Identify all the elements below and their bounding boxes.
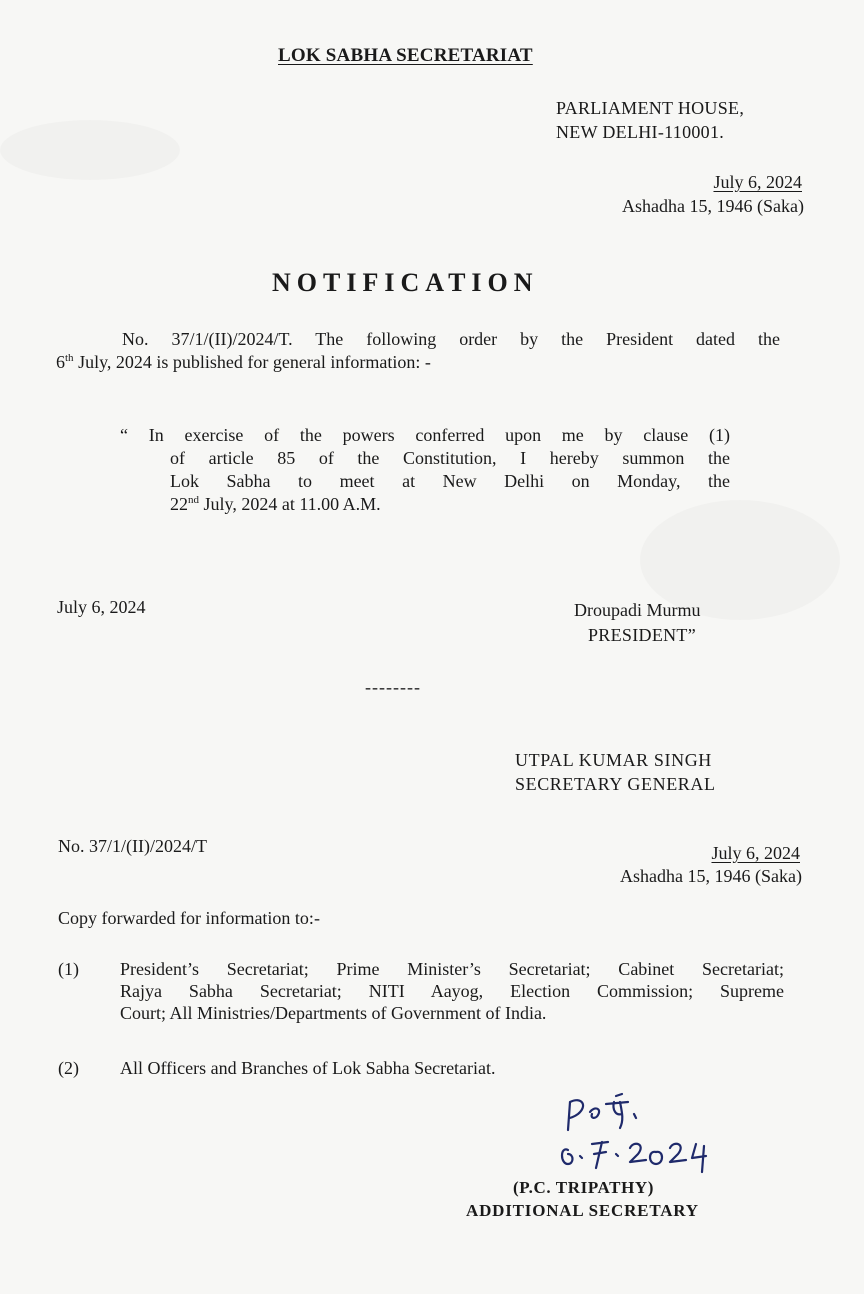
signatory-title: ADDITIONAL SECRETARY bbox=[466, 1201, 699, 1220]
secretary-general-title: SECRETARY GENERAL bbox=[515, 774, 716, 794]
list-item-line: Rajya Sabha Secretariat; NITI Aayog, Election Commission; Supreme bbox=[120, 981, 784, 1001]
president-title: PRESIDENT” bbox=[588, 625, 696, 645]
quote-line-3: Lok Sabha to meet at New Delhi on Monday, the bbox=[170, 471, 730, 491]
list-item-line: Court; All Ministries/Departments of Government of India. bbox=[120, 1003, 547, 1023]
list-item-line: President’s Secretariat; Prime Minister’s Secretariat; Cabinet Secretariat; bbox=[120, 959, 784, 979]
quote-line-4: 22nd July, 2024 at 11.00 A.M. bbox=[170, 494, 381, 514]
paper-texture bbox=[0, 120, 180, 180]
copy-saka-date: Ashadha 15, 1946 (Saka) bbox=[620, 866, 802, 886]
reference-number: No. 37/1/(II)/2024/T bbox=[58, 836, 207, 856]
header-date: July 6, 2024 bbox=[713, 172, 802, 192]
copy-date: July 6, 2024 bbox=[711, 843, 800, 863]
notification-paragraph bbox=[56, 328, 780, 374]
separator: -------- bbox=[365, 677, 421, 697]
secretary-general-name: UTPAL KUMAR SINGH bbox=[515, 750, 712, 770]
signatory-name: (P.C. TRIPATHY) bbox=[513, 1178, 655, 1197]
quote-line-1: “ In exercise of the powers conferred upon me by clause (1) bbox=[120, 425, 730, 445]
copy-forwarded-label: Copy forwarded for information to:- bbox=[58, 908, 320, 928]
list-item-number: (1) bbox=[58, 959, 79, 979]
list-item-number: (2) bbox=[58, 1058, 79, 1078]
order-date: July 6, 2024 bbox=[57, 597, 146, 617]
notification-title: NOTIFICATION bbox=[272, 268, 539, 297]
address-line-2: NEW DELHI-110001. bbox=[556, 122, 725, 142]
page-heading: LOK SABHA SECRETARIAT bbox=[278, 45, 533, 66]
address-line-1: PARLIAMENT HOUSE, bbox=[556, 98, 745, 118]
handwritten-signature bbox=[556, 1088, 756, 1178]
president-name: Droupadi Murmu bbox=[574, 600, 701, 620]
paragraph-line-2: 6th July, 2024 is published for general information: - bbox=[56, 352, 431, 372]
list-item bbox=[120, 1057, 496, 1079]
paragraph-line-1: No. 37/1/(II)/2024/T. The following order by the President dated the bbox=[122, 329, 780, 349]
header-saka-date: Ashadha 15, 1946 (Saka) bbox=[622, 196, 804, 216]
list-item bbox=[120, 958, 784, 1024]
list-item-line: All Officers and Branches of Lok Sabha Secretariat. bbox=[120, 1058, 496, 1078]
president-order-quote bbox=[120, 424, 730, 516]
quote-line-2: of article 85 of the Constitution, I hereby summon the bbox=[170, 448, 730, 468]
